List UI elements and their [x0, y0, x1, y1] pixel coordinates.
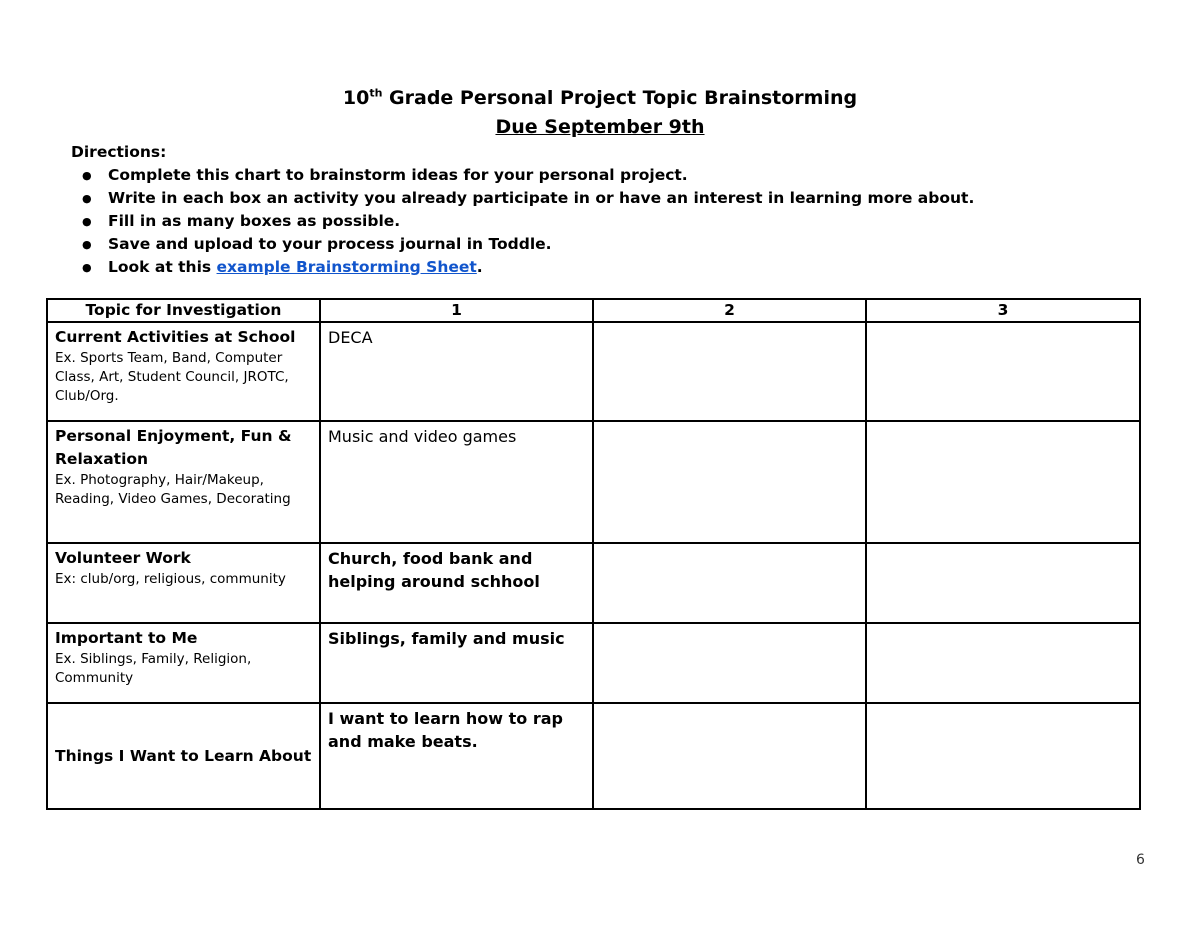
- topic-category: Current Activities at School: [55, 328, 296, 346]
- topic-cell: [47, 623, 320, 703]
- table-row: [47, 322, 1140, 421]
- column-header-1: 1: [320, 299, 593, 322]
- table-header-row: [47, 299, 1140, 322]
- answer-cell-3[interactable]: [866, 623, 1140, 703]
- topic-category: Volunteer Work: [55, 549, 191, 567]
- directions-item: ● Complete this chart to brainstorm ideas for your personal project.: [108, 164, 1151, 187]
- answer-cell-1[interactable]: DECA: [320, 322, 593, 421]
- answer-cell-1[interactable]: Church, food bank and helping around schhool: [320, 543, 593, 623]
- topic-example: Ex. Siblings, Family, Religion, Community: [55, 651, 252, 686]
- answer-cell-2[interactable]: [593, 543, 866, 623]
- due-date: Due September 9th: [495, 116, 705, 138]
- title-superscript: th: [369, 86, 383, 100]
- answer-cell-3[interactable]: [866, 421, 1140, 543]
- column-header-2: 2: [593, 299, 866, 322]
- brainstorm-table: [46, 298, 1141, 810]
- table-row: [47, 543, 1140, 623]
- table-row: [47, 703, 1140, 809]
- directions-item: [108, 256, 1151, 279]
- page-number: 6: [1136, 852, 1145, 868]
- answer-cell-2[interactable]: [593, 322, 866, 421]
- title-text: Grade Personal Project Topic Brainstorming: [382, 87, 858, 109]
- directions-list: [71, 164, 1151, 279]
- answer-cell-1[interactable]: Music and video games: [320, 421, 593, 543]
- answer-cell-3[interactable]: [866, 703, 1140, 809]
- topic-cell: [47, 543, 320, 623]
- topic-category: Important to Me: [55, 629, 198, 647]
- directions-item: ● Write in each box an activity you already participate in or have an interest in learning more about.: [108, 187, 1151, 210]
- answer-cell-2[interactable]: [593, 703, 866, 809]
- answer-cell-1[interactable]: Siblings, family and music: [320, 623, 593, 703]
- directions-section: [71, 141, 1151, 279]
- directions-item-period: .: [476, 258, 483, 276]
- document-title: [0, 84, 1200, 112]
- answer-cell-3[interactable]: [866, 543, 1140, 623]
- title-number: 10: [342, 87, 370, 109]
- directions-item: ● Save and upload to your process journal in Toddle.: [108, 233, 1151, 256]
- table-row: [47, 421, 1140, 543]
- answer-cell-2[interactable]: [593, 623, 866, 703]
- table-row: [47, 623, 1140, 703]
- topic-example: Ex. Photography, Hair/Makeup, Reading, Video Games, Decorating: [55, 472, 291, 507]
- topic-category: Things I Want to Learn About: [55, 746, 312, 765]
- directions-item-text: Look at this: [108, 258, 217, 276]
- example-sheet-link[interactable]: example Brainstorming Sheet: [216, 258, 477, 276]
- column-header-topic: Topic for Investigation: [47, 299, 320, 322]
- answer-cell-3[interactable]: [866, 322, 1140, 421]
- topic-cell: [47, 421, 320, 543]
- topic-cell: [47, 703, 320, 809]
- topic-example: Ex: club/org, religious, community: [55, 571, 286, 587]
- topic-category: Personal Enjoyment, Fun & Relaxation: [55, 427, 292, 468]
- directions-label: Directions:: [71, 143, 167, 161]
- column-header-3: 3: [866, 299, 1140, 322]
- answer-cell-2[interactable]: [593, 421, 866, 543]
- topic-example: Ex. Sports Team, Band, Computer Class, Art, Student Council, JROTC, Club/Org.: [55, 350, 289, 404]
- topic-cell: [47, 322, 320, 421]
- directions-item: ● Fill in as many boxes as possible.: [108, 210, 1151, 233]
- answer-cell-1[interactable]: I want to learn how to rap and make beats.: [320, 703, 593, 809]
